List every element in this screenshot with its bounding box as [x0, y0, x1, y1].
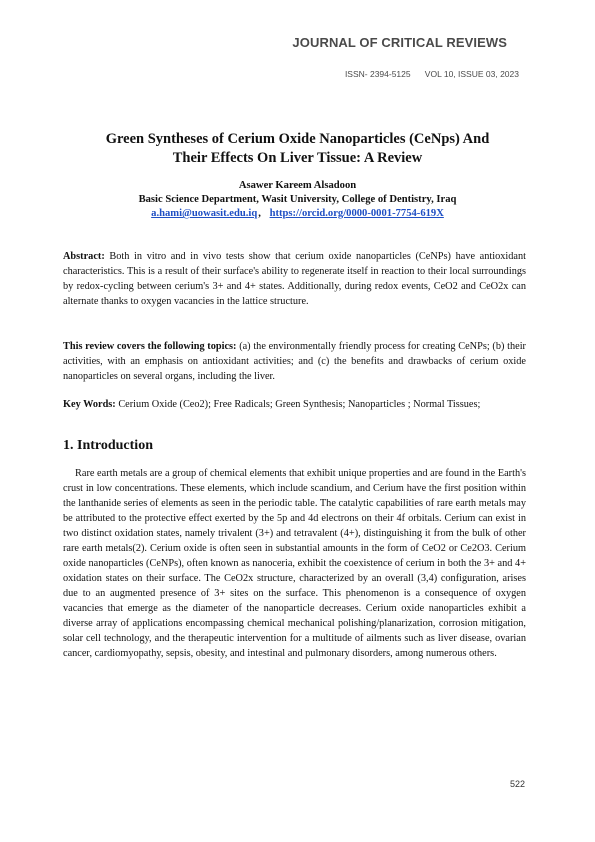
author-name: Asawer Kareem Alsadoon: [238, 180, 357, 191]
author-contacts: [64, 207, 531, 221]
article-title-line-1: Green Syntheses of Cerium Oxide Nanoparticles (CeNps) And: [105, 131, 490, 147]
abstract-paragraph: [63, 249, 526, 309]
keywords-label: Key Words:: [63, 399, 116, 410]
author-block: [64, 179, 531, 221]
page-number: 522: [509, 779, 525, 789]
keywords-text: Cerium Oxide (Ceo2); Free Radicals; Green Synthesis; Nanoparticles ; Normal Tissues;: [118, 399, 481, 410]
article-title-line-2: Their Effects On Liver Tissue: A Review: [172, 150, 423, 166]
article-title: [64, 130, 531, 168]
abstract-label: Abstract:: [63, 251, 105, 262]
topics-label: This review covers the following topics:: [63, 341, 237, 352]
author-affiliation: Basic Science Department, Wasit University, College of Dentistry, Iraq: [138, 194, 457, 205]
topics-paragraph: [63, 339, 526, 384]
introduction-paragraph: Rare earth metals are a group of chemical elements that exhibit unique properties and are found in the Earth's crust in low concentrations. These elements, which include scandium, and Cerium have the first position within the lanthanide series of elements as seen in the periodic table. The catalytic capabilities of rare earth metals may be attributed to the protective effect exerted by the 5p and 4d electrons on their 4f orbitals. Cerium can exist in two distinct oxidation states, namely trivalent (3+) and tetravalent (4+), distinguishing it from the bulk of other rare earth metals(2). Cerium oxide is often seen in substantial amounts in the form of CeO2 or Ce2O3. Cerium oxide nanoparticles (CeNPs), often known as nanoceria, exhibit the coexistence of cerium in both the 3+ and 4+ oxidation states on their surface. The CeO2x structure, characterized by an overall (3,4) configuration, arises due to an augmented presence of 3+ sites on the surface. This phenomenon is a consequence of oxygen vacancies that emerge as the diameter of the nanoparticle decreases. Cerium oxide nanoparticles exhibit a diverse array of applications encompassing chemical mechanical polishing/planarization, corrosion mitigation, solar cell technology, and the therapeutic intervention for a multitude of ailments such as liver disease, ovarian cancer, cardiomyopathy, sepsis, obesity, and intestinal and pulmonary disorders, among numerous others.: [63, 468, 526, 659]
volume-issue: VOL 10, ISSUE 03, 2023: [424, 69, 519, 79]
email-link[interactable]: a.hami@uowasit.edu.iq: [151, 208, 258, 219]
topics-text: (a) the environmentally friendly process for creating CeNPs; (b) their activities, with an emphasis on antioxidant activities; and (c) the benefits and drawbacks of cerium oxide nanoparticles on several organs, including the liver.: [63, 341, 526, 382]
journal-issue-info: [345, 69, 519, 79]
introduction-heading: 1. Introduction: [63, 438, 153, 453]
orcid-link[interactable]: https://orcid.org/0000-0001-7754-619X: [269, 208, 444, 219]
journal-name: JOURNAL OF CRITICAL REVIEWS: [292, 35, 507, 50]
abstract-text: Both in vitro and in vivo tests show that cerium oxide nanoparticles (CeNPs) have antioxidant characteristics. This is a result of their surface's ability to regenerate itself in reaction to their local surroundings by redox-cycling between cerium's 3+ and 4+ states. Additionally, during redox events, CeO2 and CeO2x can alternate thanks to oxygen vacancies in the lattice structure.: [63, 251, 526, 307]
keywords-paragraph: [63, 397, 526, 412]
issn: ISSN- 2394-5125: [344, 69, 411, 79]
contact-separator: ,: [258, 208, 261, 219]
